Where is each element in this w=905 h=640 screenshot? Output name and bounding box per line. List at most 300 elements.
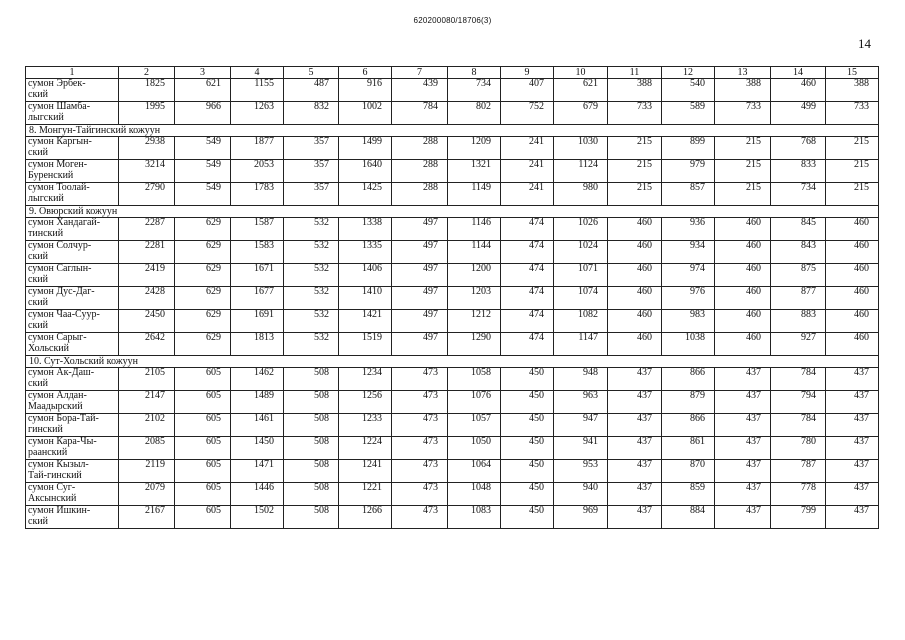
row-name-cell (26, 333, 119, 356)
row-name-cell (26, 264, 119, 287)
value-cell: 1234 (339, 368, 392, 391)
column-header: 14 (771, 67, 826, 79)
value-cell: 437 (715, 460, 771, 483)
row-name-line: лыгский (28, 111, 64, 123)
value-cell: 733 (826, 102, 879, 125)
value-cell: 1144 (448, 241, 501, 264)
value-cell: 1155 (231, 79, 284, 102)
row-name-cell (26, 310, 119, 333)
row-name-line: сумон Каргын- (28, 136, 92, 147)
row-name-cell (26, 79, 119, 102)
column-header: 9 (501, 67, 554, 79)
value-cell: 1002 (339, 102, 392, 125)
value-cell: 1640 (339, 160, 392, 183)
value-cell: 460 (608, 218, 662, 241)
row-name-cell (26, 183, 119, 206)
row-name-line: сумон Солчур- (28, 240, 92, 251)
column-header: 11 (608, 67, 662, 79)
table-row (26, 333, 879, 356)
table-row (26, 414, 879, 437)
section-title: 9. Овюрский кожуун (26, 206, 879, 218)
value-cell: 241 (501, 137, 554, 160)
page-number: 14 (858, 36, 871, 51)
value-cell: 621 (175, 79, 231, 102)
value-cell: 549 (175, 137, 231, 160)
value-cell: 437 (826, 483, 879, 506)
value-cell: 866 (662, 414, 715, 437)
row-name-cell (26, 241, 119, 264)
value-cell: 2281 (119, 241, 175, 264)
value-cell: 1462 (231, 368, 284, 391)
row-name-line: сумон Ак-Даш- (28, 367, 95, 378)
value-cell: 629 (175, 218, 231, 241)
value-cell: 605 (175, 460, 231, 483)
table-row (26, 287, 879, 310)
data-table (25, 66, 879, 529)
value-cell: 450 (501, 460, 554, 483)
value-cell: 1071 (554, 264, 608, 287)
value-cell: 473 (392, 414, 448, 437)
value-cell: 963 (554, 391, 608, 414)
value-cell: 437 (826, 460, 879, 483)
value-cell: 2428 (119, 287, 175, 310)
column-header: 15 (826, 67, 879, 79)
value-cell: 1825 (119, 79, 175, 102)
value-cell: 1489 (231, 391, 284, 414)
value-cell: 966 (175, 102, 231, 125)
value-cell: 460 (826, 310, 879, 333)
value-cell: 437 (608, 391, 662, 414)
value-cell: 784 (771, 368, 826, 391)
value-cell: 1410 (339, 287, 392, 310)
row-name-line: Маадырский (28, 400, 83, 412)
value-cell: 215 (826, 183, 879, 206)
value-cell: 1266 (339, 506, 392, 529)
value-cell: 437 (715, 483, 771, 506)
value-cell: 2642 (119, 333, 175, 356)
value-cell: 1076 (448, 391, 501, 414)
row-name-line: сумон Кара-Чы- (28, 436, 97, 447)
value-cell: 1057 (448, 414, 501, 437)
value-cell: 487 (284, 79, 339, 102)
value-cell: 2790 (119, 183, 175, 206)
value-cell: 357 (284, 137, 339, 160)
value-cell: 733 (715, 102, 771, 125)
value-cell: 1691 (231, 310, 284, 333)
value-cell: 1082 (554, 310, 608, 333)
table-row (26, 241, 879, 264)
value-cell: 1995 (119, 102, 175, 125)
row-name-cell (26, 287, 119, 310)
value-cell: 215 (715, 160, 771, 183)
value-cell: 450 (501, 483, 554, 506)
value-cell: 474 (501, 333, 554, 356)
table-row (26, 218, 879, 241)
value-cell: 532 (284, 287, 339, 310)
row-name-line: сумон Тоолай- (28, 182, 90, 193)
value-cell: 497 (392, 218, 448, 241)
value-cell: 605 (175, 437, 231, 460)
value-cell: 832 (284, 102, 339, 125)
value-cell: 784 (392, 102, 448, 125)
value-cell: 388 (826, 79, 879, 102)
value-cell: 508 (284, 483, 339, 506)
column-header: 1 (26, 67, 119, 79)
value-cell: 1446 (231, 483, 284, 506)
value-cell: 1783 (231, 183, 284, 206)
value-cell: 288 (392, 160, 448, 183)
value-cell: 679 (554, 102, 608, 125)
table-row (26, 506, 879, 529)
value-cell: 2287 (119, 218, 175, 241)
column-header: 7 (392, 67, 448, 79)
row-name-line: Буренский (28, 169, 74, 181)
value-cell: 460 (608, 333, 662, 356)
value-cell: 1030 (554, 137, 608, 160)
row-name-line: сумон Саглын- (28, 263, 92, 274)
value-cell: 439 (392, 79, 448, 102)
value-cell: 1461 (231, 414, 284, 437)
value-cell: 241 (501, 183, 554, 206)
row-name-line: раанский (28, 446, 68, 458)
value-cell: 733 (608, 102, 662, 125)
value-cell: 1024 (554, 241, 608, 264)
column-header: 4 (231, 67, 284, 79)
value-cell: 2102 (119, 414, 175, 437)
value-cell: 983 (662, 310, 715, 333)
value-cell: 1290 (448, 333, 501, 356)
value-cell: 460 (771, 79, 826, 102)
value-cell: 497 (392, 310, 448, 333)
value-cell: 974 (662, 264, 715, 287)
table-body (26, 67, 879, 529)
row-name-cell (26, 506, 119, 529)
value-cell: 1335 (339, 241, 392, 264)
value-cell: 879 (662, 391, 715, 414)
value-cell: 450 (501, 506, 554, 529)
value-cell: 629 (175, 287, 231, 310)
value-cell: 497 (392, 264, 448, 287)
value-cell: 799 (771, 506, 826, 529)
value-cell: 802 (448, 102, 501, 125)
value-cell: 549 (175, 183, 231, 206)
value-cell: 916 (339, 79, 392, 102)
value-cell: 288 (392, 183, 448, 206)
value-cell: 866 (662, 368, 715, 391)
value-cell: 1583 (231, 241, 284, 264)
value-cell: 752 (501, 102, 554, 125)
value-cell: 508 (284, 368, 339, 391)
value-cell: 1050 (448, 437, 501, 460)
value-cell: 859 (662, 483, 715, 506)
document-id: 620200080/18706(3) (413, 16, 492, 25)
value-cell: 940 (554, 483, 608, 506)
value-cell: 734 (448, 79, 501, 102)
value-cell: 437 (715, 391, 771, 414)
section-title: 10. Сут-Хольский кожуун (26, 356, 879, 368)
value-cell: 1450 (231, 437, 284, 460)
row-name-cell (26, 437, 119, 460)
value-cell: 605 (175, 391, 231, 414)
value-cell: 450 (501, 437, 554, 460)
value-cell: 499 (771, 102, 826, 125)
value-cell: 948 (554, 368, 608, 391)
value-cell: 980 (554, 183, 608, 206)
value-cell: 474 (501, 310, 554, 333)
value-cell: 1519 (339, 333, 392, 356)
table-row (26, 368, 879, 391)
value-cell: 549 (175, 160, 231, 183)
value-cell: 437 (826, 391, 879, 414)
row-name-line: ский (28, 273, 48, 285)
column-header: 3 (175, 67, 231, 79)
value-cell: 460 (715, 333, 771, 356)
value-cell: 474 (501, 218, 554, 241)
value-cell: 1677 (231, 287, 284, 310)
row-name-line: сумон Эрбек- (28, 78, 86, 89)
value-cell: 388 (608, 79, 662, 102)
value-cell: 2079 (119, 483, 175, 506)
row-name-cell (26, 218, 119, 241)
value-cell: 437 (608, 437, 662, 460)
value-cell: 508 (284, 414, 339, 437)
value-cell: 437 (608, 368, 662, 391)
row-name-line: сумон Хандагай- (28, 217, 101, 228)
value-cell: 833 (771, 160, 826, 183)
row-name-line: Хольский (28, 342, 70, 354)
value-cell: 473 (392, 437, 448, 460)
value-cell: 778 (771, 483, 826, 506)
section-title: 8. Монгун-Тайгинский кожуун (26, 125, 879, 137)
value-cell: 357 (284, 183, 339, 206)
value-cell: 460 (608, 264, 662, 287)
value-cell: 450 (501, 368, 554, 391)
table-row (26, 137, 879, 160)
value-cell: 934 (662, 241, 715, 264)
row-name-line: сумон Сарыг- (28, 332, 87, 343)
table-row (26, 460, 879, 483)
value-cell: 2147 (119, 391, 175, 414)
value-cell: 508 (284, 460, 339, 483)
value-cell: 1058 (448, 368, 501, 391)
value-cell: 629 (175, 333, 231, 356)
value-cell: 953 (554, 460, 608, 483)
value-cell: 437 (715, 368, 771, 391)
value-cell: 629 (175, 310, 231, 333)
table-row (26, 264, 879, 287)
value-cell: 215 (715, 183, 771, 206)
value-cell: 437 (826, 368, 879, 391)
value-cell: 407 (501, 79, 554, 102)
table-row (26, 483, 879, 506)
value-cell: 883 (771, 310, 826, 333)
value-cell: 1321 (448, 160, 501, 183)
value-cell: 532 (284, 333, 339, 356)
row-name-line: сумон Ишкин- (28, 505, 91, 516)
value-cell: 215 (826, 137, 879, 160)
table-row (26, 391, 879, 414)
row-name-line: ский (28, 515, 48, 527)
value-cell: 437 (715, 437, 771, 460)
value-cell: 388 (715, 79, 771, 102)
value-cell: 460 (715, 218, 771, 241)
row-name-line: Аксынский (28, 492, 77, 504)
value-cell: 1587 (231, 218, 284, 241)
value-cell: 357 (284, 160, 339, 183)
value-cell: 794 (771, 391, 826, 414)
column-header: 13 (715, 67, 771, 79)
value-cell: 861 (662, 437, 715, 460)
value-cell: 215 (715, 137, 771, 160)
section-row (26, 125, 879, 137)
section-row (26, 356, 879, 368)
value-cell: 605 (175, 414, 231, 437)
value-cell: 1200 (448, 264, 501, 287)
value-cell: 1233 (339, 414, 392, 437)
value-cell: 927 (771, 333, 826, 356)
value-cell: 2119 (119, 460, 175, 483)
value-cell: 1877 (231, 137, 284, 160)
value-cell: 460 (826, 333, 879, 356)
row-name-line: сумон Чаа-Суур- (28, 309, 100, 320)
value-cell: 215 (608, 183, 662, 206)
row-name-line: ский (28, 377, 48, 389)
value-cell: 1026 (554, 218, 608, 241)
value-cell: 1209 (448, 137, 501, 160)
value-cell: 2450 (119, 310, 175, 333)
value-cell: 1074 (554, 287, 608, 310)
value-cell: 532 (284, 218, 339, 241)
row-name-line: ский (28, 146, 48, 158)
value-cell: 969 (554, 506, 608, 529)
row-name-line: сумон Дус-Даг- (28, 286, 95, 297)
value-cell: 621 (554, 79, 608, 102)
value-cell: 460 (608, 241, 662, 264)
value-cell: 473 (392, 460, 448, 483)
value-cell: 2053 (231, 160, 284, 183)
column-header: 8 (448, 67, 501, 79)
row-name-line: сумон Суг- (28, 482, 76, 493)
value-cell: 532 (284, 310, 339, 333)
value-cell: 460 (826, 264, 879, 287)
value-cell: 941 (554, 437, 608, 460)
value-cell: 497 (392, 241, 448, 264)
column-header: 10 (554, 67, 608, 79)
row-name-cell (26, 137, 119, 160)
value-cell: 1471 (231, 460, 284, 483)
value-cell: 474 (501, 264, 554, 287)
value-cell: 1406 (339, 264, 392, 287)
value-cell: 474 (501, 287, 554, 310)
value-cell: 780 (771, 437, 826, 460)
value-cell: 460 (715, 310, 771, 333)
value-cell: 460 (826, 241, 879, 264)
value-cell: 215 (608, 137, 662, 160)
row-name-line: ский (28, 88, 48, 100)
row-name-cell (26, 414, 119, 437)
row-name-cell (26, 483, 119, 506)
value-cell: 437 (715, 506, 771, 529)
value-cell: 508 (284, 437, 339, 460)
table-row (26, 102, 879, 125)
value-cell: 532 (284, 241, 339, 264)
column-header: 2 (119, 67, 175, 79)
value-cell: 1048 (448, 483, 501, 506)
value-cell: 215 (608, 160, 662, 183)
value-cell: 437 (608, 483, 662, 506)
row-name-line: сумон Шамба- (28, 101, 91, 112)
value-cell: 605 (175, 368, 231, 391)
value-cell: 437 (826, 506, 879, 529)
value-cell: 784 (771, 414, 826, 437)
value-cell: 843 (771, 241, 826, 264)
header-row (26, 67, 879, 79)
value-cell: 1149 (448, 183, 501, 206)
value-cell: 1064 (448, 460, 501, 483)
value-cell: 875 (771, 264, 826, 287)
value-cell: 497 (392, 333, 448, 356)
value-cell: 899 (662, 137, 715, 160)
value-cell: 1671 (231, 264, 284, 287)
row-name-line: ский (28, 250, 48, 262)
value-cell: 437 (608, 460, 662, 483)
value-cell: 1499 (339, 137, 392, 160)
value-cell: 2167 (119, 506, 175, 529)
value-cell: 1338 (339, 218, 392, 241)
value-cell: 460 (826, 218, 879, 241)
value-cell: 1221 (339, 483, 392, 506)
value-cell: 2105 (119, 368, 175, 391)
value-cell: 1263 (231, 102, 284, 125)
value-cell: 288 (392, 137, 448, 160)
value-cell: 787 (771, 460, 826, 483)
value-cell: 437 (826, 414, 879, 437)
value-cell: 540 (662, 79, 715, 102)
value-cell: 473 (392, 483, 448, 506)
value-cell: 2419 (119, 264, 175, 287)
value-cell: 437 (826, 437, 879, 460)
section-row (26, 206, 879, 218)
row-name-line: тинский (28, 227, 64, 239)
value-cell: 437 (608, 506, 662, 529)
value-cell: 215 (826, 160, 879, 183)
value-cell: 1241 (339, 460, 392, 483)
value-cell: 947 (554, 414, 608, 437)
value-cell: 3214 (119, 160, 175, 183)
row-name-cell (26, 391, 119, 414)
value-cell: 2938 (119, 137, 175, 160)
value-cell: 1147 (554, 333, 608, 356)
value-cell: 2085 (119, 437, 175, 460)
value-cell: 605 (175, 483, 231, 506)
value-cell: 1421 (339, 310, 392, 333)
value-cell: 473 (392, 391, 448, 414)
table-row (26, 437, 879, 460)
value-cell: 450 (501, 414, 554, 437)
row-name-cell (26, 460, 119, 483)
row-name-line: Тай-гинский (28, 469, 82, 481)
value-cell: 532 (284, 264, 339, 287)
row-name-line: лыгский (28, 192, 64, 204)
table-row (26, 160, 879, 183)
value-cell: 768 (771, 137, 826, 160)
value-cell: 976 (662, 287, 715, 310)
value-cell: 1124 (554, 160, 608, 183)
value-cell: 1038 (662, 333, 715, 356)
value-cell: 437 (715, 414, 771, 437)
value-cell: 460 (826, 287, 879, 310)
row-name-line: гинский (28, 423, 63, 435)
